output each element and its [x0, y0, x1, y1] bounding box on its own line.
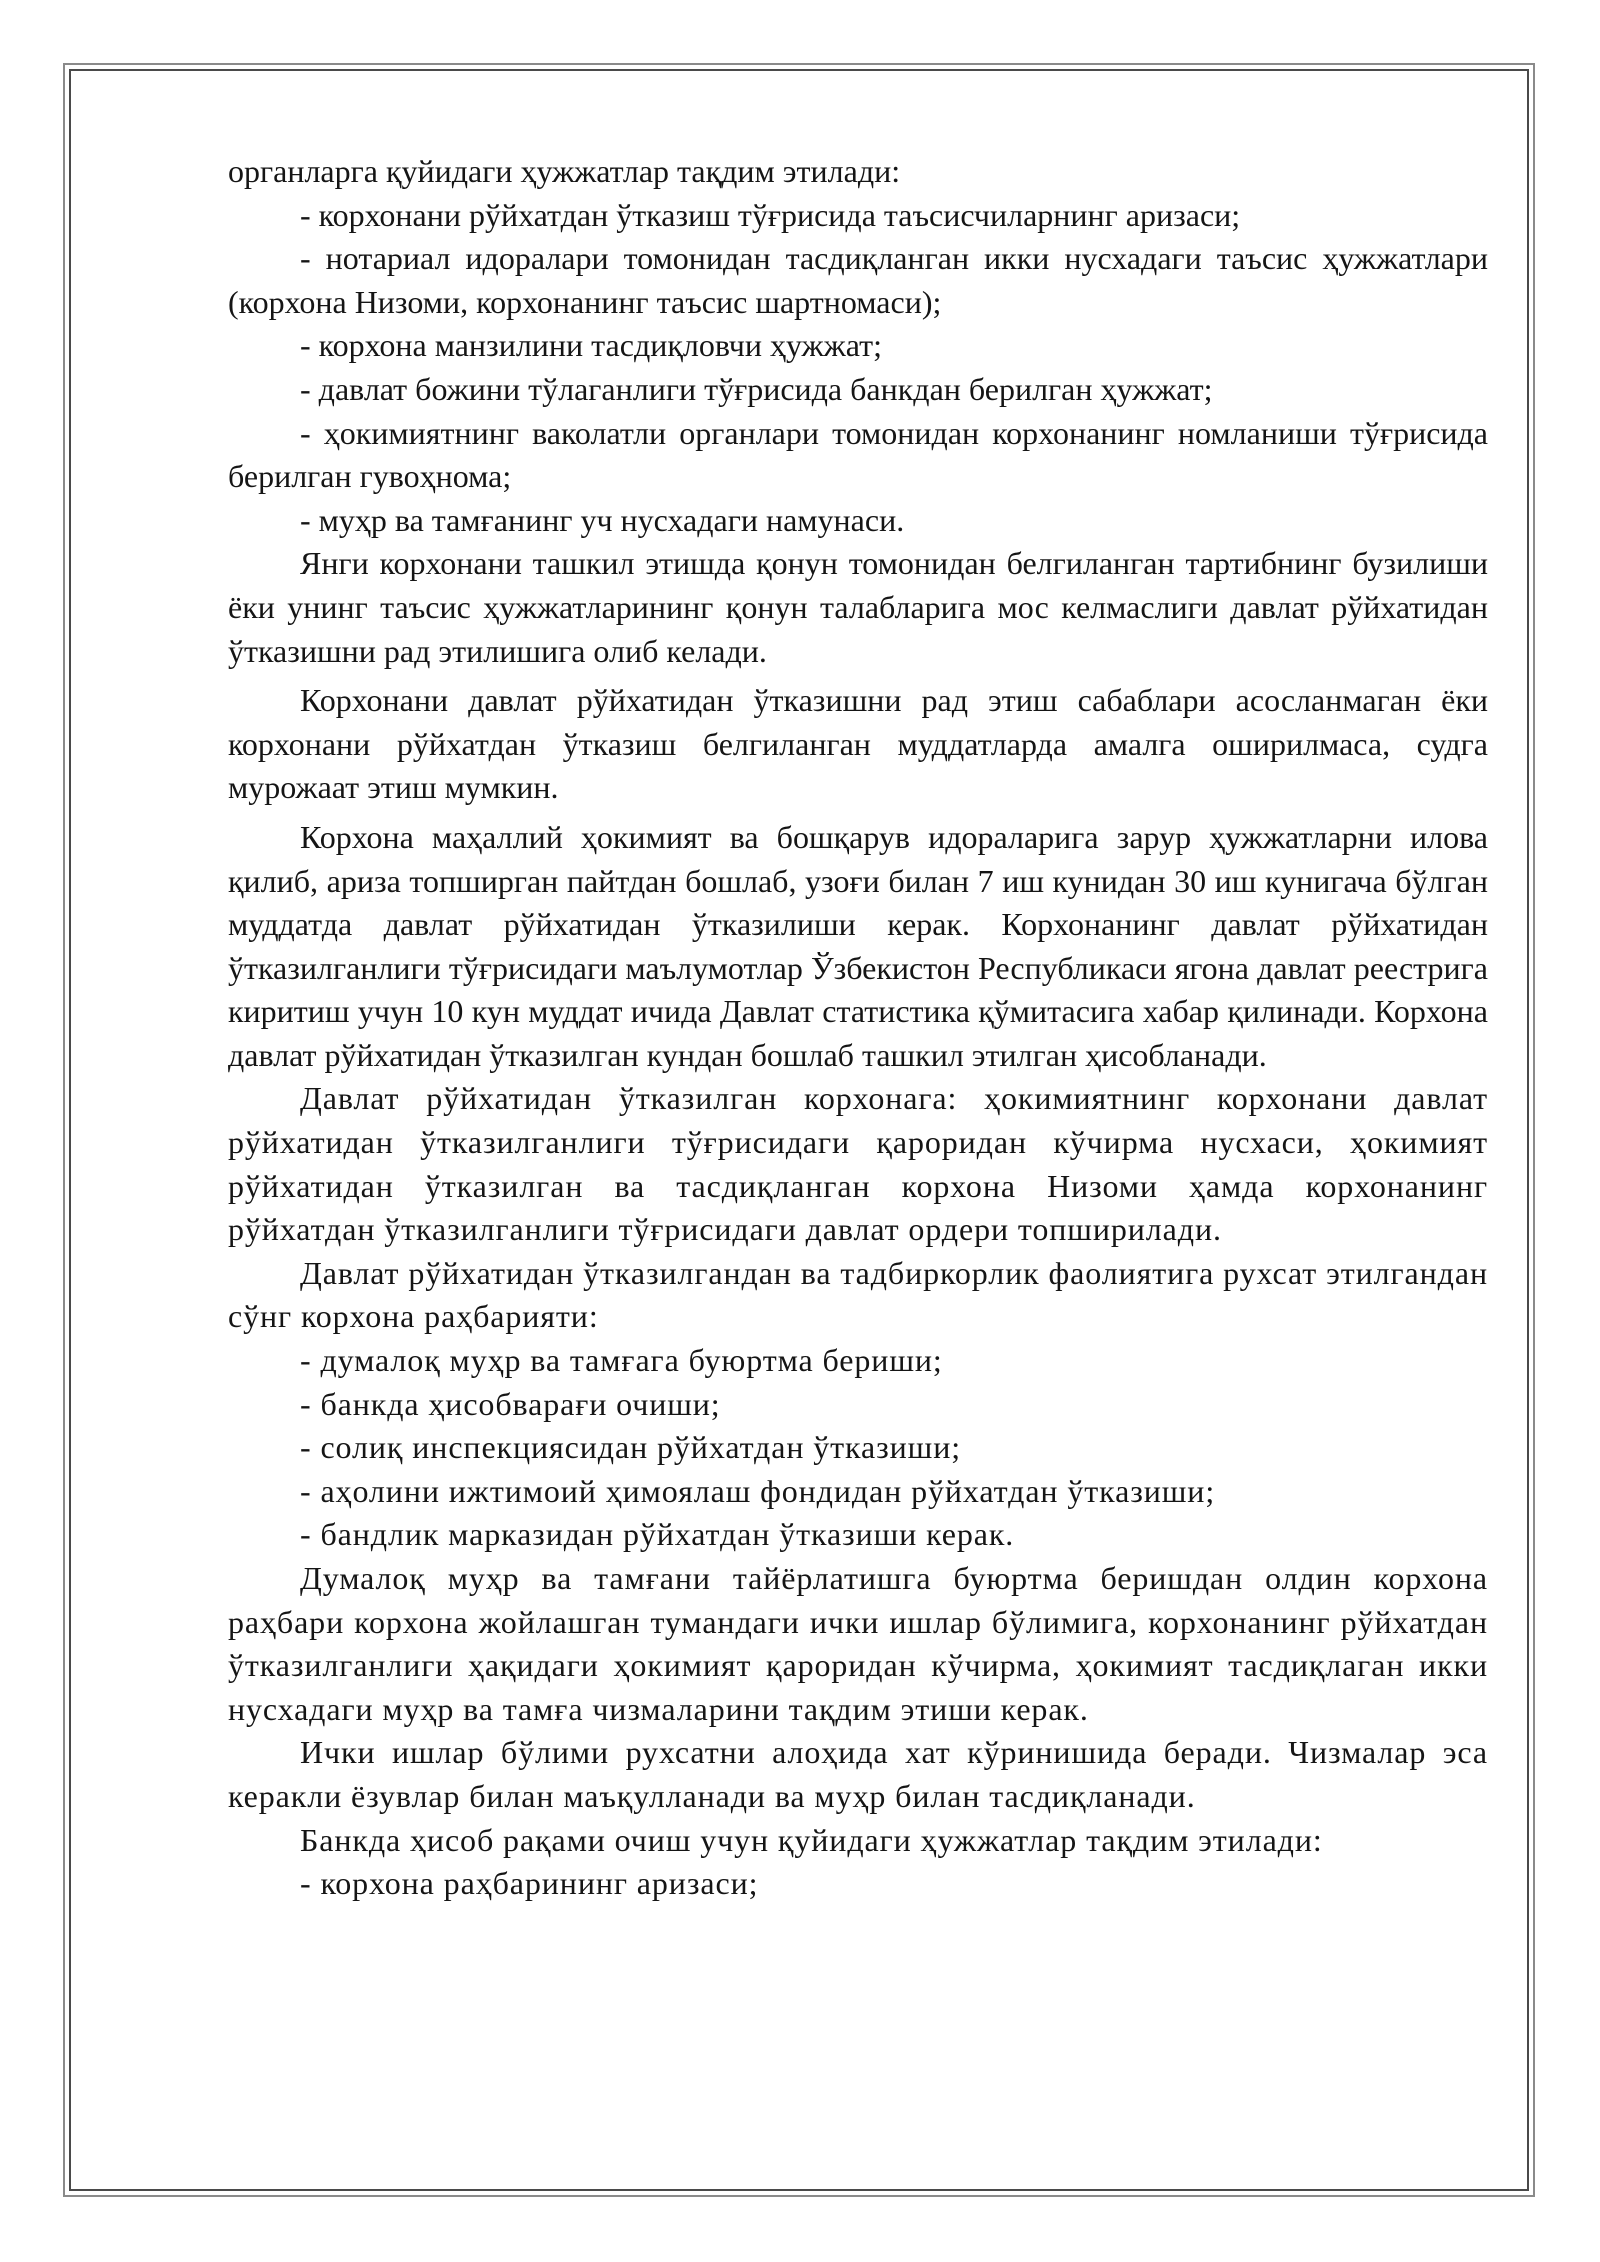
list-item: - корхона раҳбарининг аризаси;	[300, 1865, 759, 1902]
list-item: - солиқ инспекциясидан рўйхатдан ўтказиши;	[300, 1429, 962, 1466]
document-body	[228, 150, 1488, 1906]
list-item: - муҳр ва тамғанинг уч нусхадаги намунаси.	[300, 501, 905, 538]
paragraph: Ички ишлар бўлими рухсатни алоҳида хат кўринишида беради. Чизмалар эса керакли ёзувлар билан маъқулланади ва муҳр билан тасдиқланади.	[228, 1734, 1488, 1814]
paragraph: Банкда ҳисоб рақами очиш учун қуйидаги ҳужжатлар тақдим этилади:	[300, 1821, 1323, 1858]
paragraph: Давлат рўйхатидан ўтказилгандан ва тадбиркорлик фаолиятига рухсат этилгандан сўнг корхона раҳбарияти:	[228, 1254, 1488, 1335]
list-item: - думалоқ муҳр ва тамғага буюртма бериши;	[300, 1342, 943, 1379]
paragraph: Давлат рўйхатидан ўтказилган корхонага: ҳокимиятнинг корхонани давлат рўйхатидан ўтказилганлиги тўғрисидаги қароридан кўчирма нусхаси, ҳокимият рўйхатидан ўтказилган ва тасдиқланган корхона Низоми ҳамда корхонанинг рўйхатдан ўтказилганлиги тўғрисидаги давлат ордери топширилади.	[228, 1080, 1488, 1248]
paragraph: Думалоқ муҳр ва тамғани тайёрлатишга буюртма беришдан олдин корхона раҳбари корхона жойлашган тумандаги ички ишлар бўлимига, корхонанинг рўйхатдан ўтказилганлиги ҳақидаги ҳокимият қароридан кўчирма, ҳокимият тасдиқлаган икки нусхадаги муҳр ва тамға чизмаларини тақдим этиши керак.	[228, 1560, 1488, 1727]
list-item: - аҳолини ижтимоий ҳимоялаш фондидан рўйхатдан ўтказиши;	[300, 1472, 1216, 1509]
list-item: - корхона манзилини тасдиқловчи ҳужжат;	[300, 327, 883, 364]
list-item: - банкда ҳисобварағи очиши;	[300, 1385, 721, 1422]
paragraph: Корхонани давлат рўйхатидан ўтказишни рад этиш сабаблари асосланмаган ёки корхонани рўйхатдан ўтказиш белгиланган муддатларда амалга оширилмаса, судга мурожаат этиш мумкин.	[228, 682, 1488, 806]
list-item: - корхонани рўйхатдан ўтказиш тўғрисида таъсисчиларнинг аризаси;	[300, 196, 1241, 233]
list-item: - нотариал идоралари томонидан тасдиқланган икки нусхадаги таъсис ҳужжатлари (корхона Низоми, корхонанинг таъсис шартномаси);	[228, 240, 1488, 320]
paragraph: Корхона маҳаллий ҳокимият ва бошқарув идораларига зарур ҳужжатларни илова қилиб, ариза топширган пайтдан бошлаб, узоғи билан 7 иш кунидан 30 иш кунигача бўлган муддатда давлат рўйхатидан ўтказилиши керак. Корхонанинг давлат рўйхатидан ўтказилганлиги тўғрисидаги маълумотлар Ўзбекистон Республикаси ягона давлат реестрига киритиш учун 10 кун муддат ичида Давлат статистика қўмитасига хабар қилинади. Корхона давлат рўйхатидан ўтказилган кундан бошлаб ташкил этилган ҳисобланади.	[228, 818, 1488, 1073]
list-item: - ҳокимиятнинг ваколатли органлари томонидан корхонанинг номланиши тўғрисида берилган гувоҳнома;	[228, 414, 1488, 495]
list-item: - давлат божини тўлаганлиги тўғрисида банкдан берилган ҳужжат;	[300, 370, 1213, 407]
paragraph-continuation: органларга қуйидаги ҳужжатлар тақдим этилади:	[228, 153, 901, 189]
list-item: - бандлик марказидан рўйхатдан ўтказиши керак.	[300, 1516, 1015, 1553]
paragraph: Янги корхонани ташкил этишда қонун томонидан белгиланган тартибнинг бузилиши ёки унинг таъсис ҳужжатларининг қонун талабларига мос келмаслиги давлат рўйхатидан ўтказишни рад этилишига олиб келади.	[228, 545, 1488, 669]
